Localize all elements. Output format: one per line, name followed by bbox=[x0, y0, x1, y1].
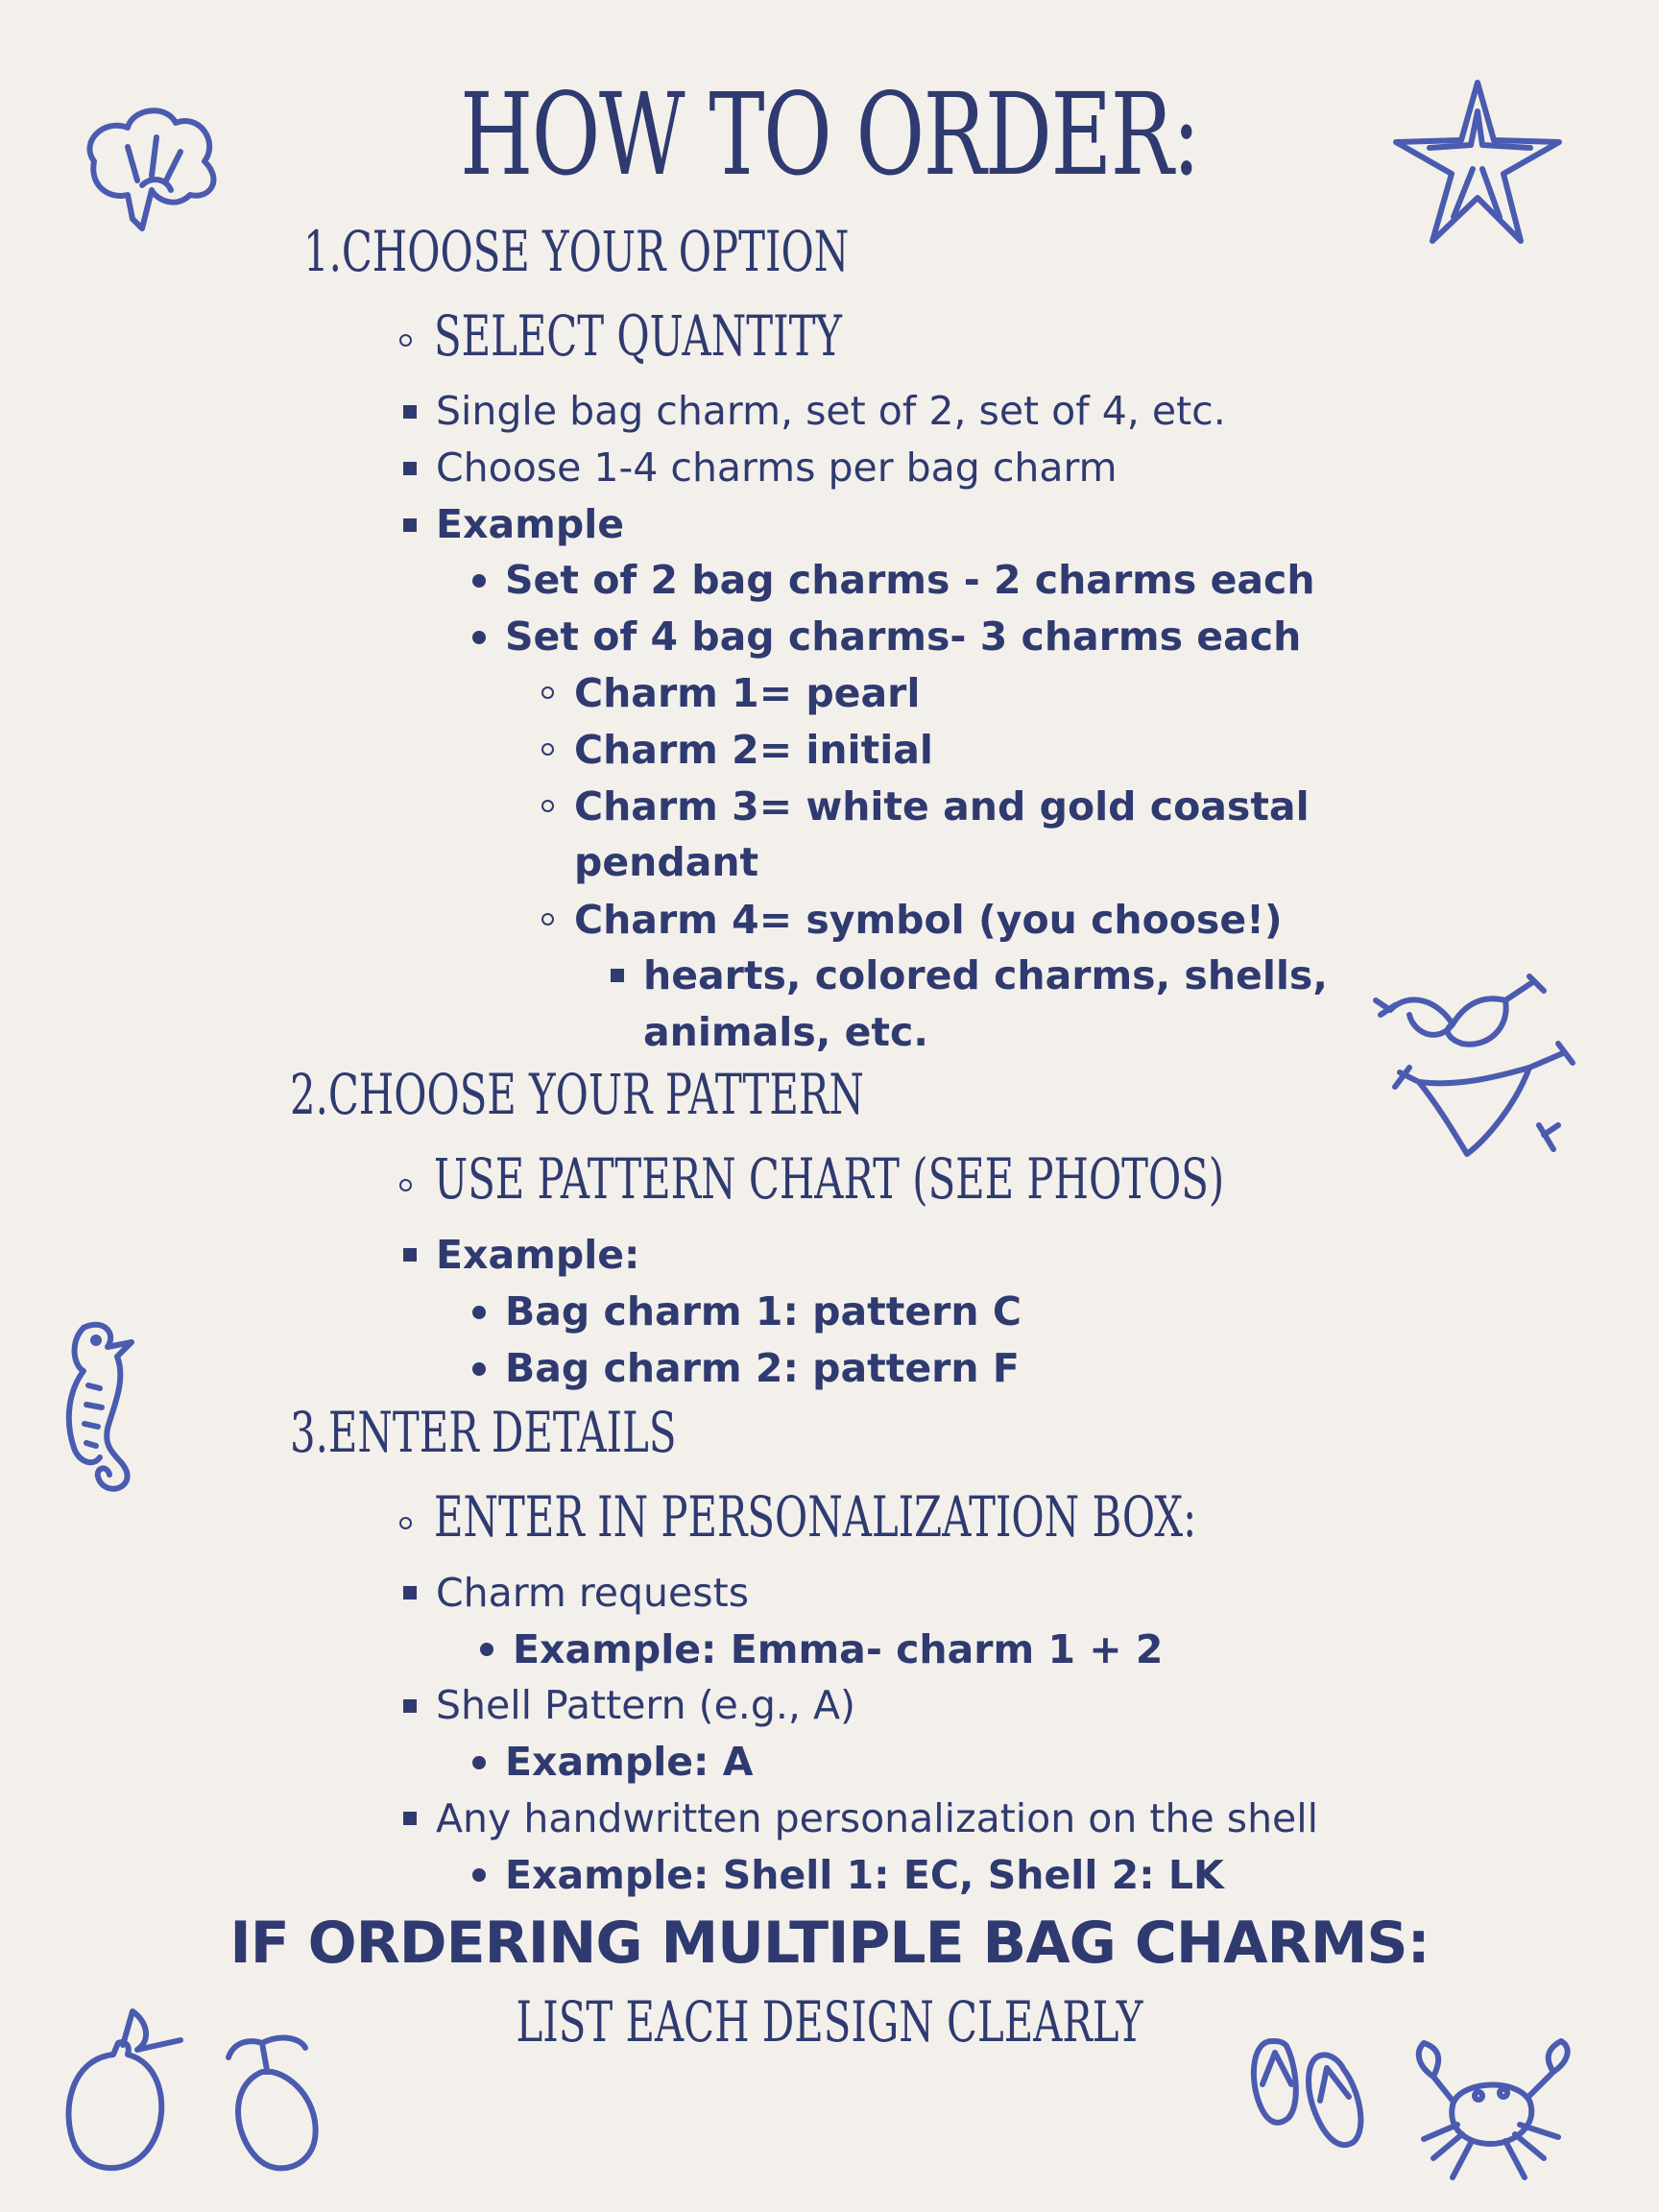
example-item: Example: A bbox=[505, 1739, 754, 1785]
step-2-heading bbox=[290, 1062, 864, 1127]
seashell-icon bbox=[75, 104, 228, 238]
dot-bullet bbox=[472, 631, 486, 644]
step-heading-text: ENTER DETAILS bbox=[327, 1400, 677, 1465]
charm-item: Charm 2= initial bbox=[574, 727, 933, 773]
dot-bullet bbox=[480, 1643, 493, 1656]
square-bullet bbox=[403, 1812, 417, 1825]
example-item: Set of 2 bag charms - 2 charms each bbox=[505, 557, 1315, 603]
step-2-subheading: USE PATTERN CHART (SEE PHOTOS) bbox=[434, 1146, 1225, 1212]
square-bullet bbox=[403, 405, 417, 419]
step-3-subheading: ENTER IN PERSONALIZATION BOX: bbox=[434, 1484, 1197, 1550]
list-item: Shell Pattern (e.g., A) bbox=[436, 1682, 856, 1728]
example-item: Bag charm 2: pattern F bbox=[505, 1345, 1020, 1391]
charm-item: Charm 1= pearl bbox=[574, 670, 921, 716]
ring-bullet bbox=[399, 1179, 412, 1191]
dot-bullet bbox=[472, 1868, 486, 1882]
ring-bullet bbox=[541, 800, 554, 812]
ring-bullet bbox=[399, 334, 412, 347]
crab-icon bbox=[1400, 2033, 1582, 2187]
square-bullet bbox=[403, 518, 417, 532]
list-item: Any handwritten personalization on the shell bbox=[436, 1795, 1319, 1841]
page-title: HOW TO ORDER: bbox=[460, 68, 1199, 201]
symbol-item-continued: animals, etc. bbox=[643, 1009, 928, 1055]
lemon-icon bbox=[56, 2007, 190, 2179]
symbol-item: hearts, colored charms, shells, bbox=[643, 952, 1328, 998]
example-item: Set of 4 bag charms- 3 charms each bbox=[505, 613, 1302, 660]
step-1-heading bbox=[303, 219, 850, 284]
square-bullet bbox=[403, 462, 417, 475]
list-item: Example bbox=[436, 501, 625, 547]
list-design-subtitle: LIST EACH DESIGN CLEARLY bbox=[516, 1989, 1143, 2055]
ring-bullet bbox=[541, 686, 554, 699]
step-heading-text: CHOOSE YOUR PATTERN bbox=[327, 1062, 864, 1127]
list-item: Example: bbox=[436, 1232, 640, 1278]
seahorse-icon bbox=[40, 1313, 146, 1496]
bikini-icon bbox=[1371, 972, 1582, 1164]
ring-bullet bbox=[399, 1517, 412, 1529]
example-item: Example: Shell 1: EC, Shell 2: LK bbox=[505, 1852, 1224, 1898]
ring-bullet bbox=[541, 743, 554, 756]
dot-bullet bbox=[472, 1306, 486, 1319]
example-item: Example: Emma- charm 1 + 2 bbox=[513, 1626, 1164, 1672]
dot-bullet bbox=[472, 1362, 486, 1376]
list-item: Choose 1-4 charms per bag charm bbox=[436, 445, 1118, 491]
dot-bullet bbox=[472, 1756, 486, 1769]
step-3-heading bbox=[290, 1400, 677, 1465]
step-number: 1. bbox=[303, 219, 342, 284]
list-item: Single bag charm, set of 2, set of 4, etc. bbox=[436, 388, 1226, 434]
multiple-charms-banner: IF ORDERING MULTIPLE BAG CHARMS: bbox=[229, 1910, 1430, 1977]
step-1-subheading: SELECT QUANTITY bbox=[434, 303, 843, 369]
starfish-icon bbox=[1386, 73, 1569, 255]
square-bullet bbox=[403, 1699, 417, 1713]
step-number: 3. bbox=[290, 1400, 328, 1465]
example-item: Bag charm 1: pattern C bbox=[505, 1288, 1022, 1334]
step-number: 2. bbox=[290, 1062, 328, 1127]
square-bullet bbox=[611, 969, 624, 982]
ring-bullet bbox=[541, 913, 554, 926]
flip-flops-icon bbox=[1248, 2032, 1373, 2156]
charm-item-continued: pendant bbox=[574, 839, 759, 885]
step-heading-text: CHOOSE YOUR OPTION bbox=[341, 219, 850, 284]
lemon-small-icon bbox=[219, 2024, 334, 2177]
square-bullet bbox=[403, 1586, 417, 1599]
list-item: Charm requests bbox=[436, 1570, 750, 1616]
charm-item: Charm 3= white and gold coastal bbox=[574, 783, 1310, 830]
dot-bullet bbox=[472, 574, 486, 588]
charm-item: Charm 4= symbol (you choose!) bbox=[574, 897, 1283, 943]
square-bullet bbox=[403, 1248, 417, 1262]
